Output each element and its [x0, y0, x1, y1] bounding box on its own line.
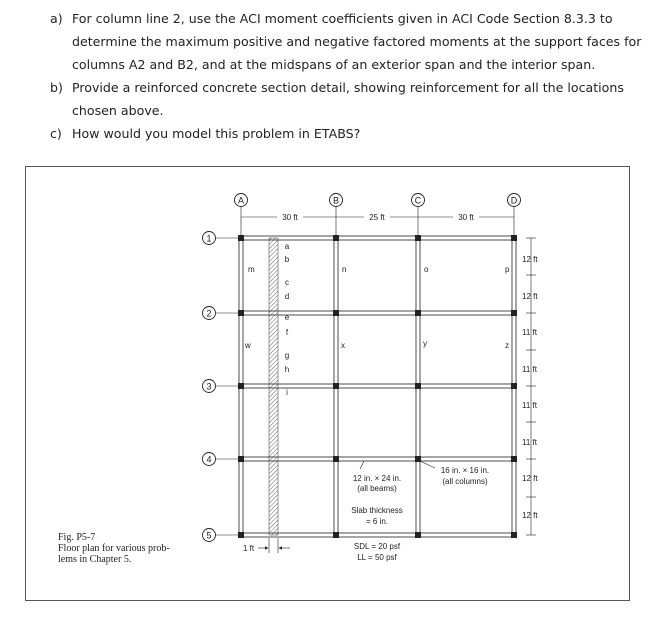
strip-letter-i: i	[286, 388, 288, 397]
beams-note-line: 12 in. × 24 in.	[352, 474, 402, 483]
column-d1	[511, 235, 517, 241]
point-label-x: x	[341, 341, 345, 350]
beams-note-line: (all beams)	[357, 484, 397, 493]
caption-line: Floor plan for various prob-	[58, 543, 170, 554]
span-dimensions	[241, 211, 514, 223]
beam-row-1	[241, 236, 514, 240]
column-d4	[511, 456, 517, 462]
beam-row-3	[241, 384, 514, 388]
column-label-d: D	[510, 195, 518, 206]
span-dim-bc: 25 ft	[369, 213, 385, 222]
question-c-label: c)	[50, 126, 62, 141]
strip-letter-g: g	[284, 351, 290, 360]
columns-note-line: (all columns)	[442, 477, 488, 486]
point-labels	[244, 265, 510, 350]
column-b3	[333, 383, 339, 389]
slab-note-line: Slab thickness	[351, 506, 403, 515]
column-c2	[415, 310, 421, 316]
bay-dim-3: 11 ft	[522, 328, 537, 337]
strip-letter-b: b	[284, 255, 290, 264]
strip-letter-a: a	[284, 242, 290, 251]
bay-dim-1: 12 ft	[522, 255, 538, 264]
bay-dim-5: 11 ft	[522, 401, 537, 410]
question-b-label: b)	[50, 80, 63, 95]
point-label-m: m	[248, 265, 255, 274]
strip-letter-e: e	[284, 313, 290, 322]
beams-note-leader	[360, 461, 364, 469]
strip-letters	[285, 242, 290, 397]
strip-letter-d: d	[284, 292, 290, 301]
beam-row-4	[241, 457, 514, 461]
row-line-bubbles	[203, 232, 242, 542]
row-label-5: 5	[206, 530, 212, 541]
question-c-line: How would you model this problem in ETABS?	[72, 126, 361, 141]
question-a-line: columns A2 and B2, and at the midspans of an exterior span and the interior span.	[72, 57, 596, 72]
column-d5	[511, 532, 517, 538]
bay-dim-4: 11 ft	[522, 365, 537, 374]
column-a4	[238, 456, 244, 462]
caption-line: lems in Chapter 5.	[58, 554, 132, 565]
loads-note-line: SDL = 20 psf	[353, 542, 401, 551]
point-label-n: n	[342, 265, 347, 274]
row-label-4: 4	[206, 454, 212, 465]
point-label-p: p	[505, 265, 510, 274]
strip-width-dimension	[243, 538, 290, 553]
question-a-label: a)	[50, 11, 63, 26]
question-a-line: For column line 2, use the ACI moment coefficients given in ACI Code Section 8.3.3 to	[72, 11, 613, 26]
row-label-1: 1	[206, 233, 212, 244]
span-dim-cd: 30 ft	[458, 213, 474, 222]
column-a2	[238, 310, 244, 316]
columns-note-leader	[420, 461, 435, 468]
question-b-line: Provide a reinforced concrete section detail, showing reinforcement for all the locations	[72, 80, 624, 95]
strip-letter-f: f	[285, 328, 289, 337]
question-a-line: determine the maximum positive and negative factored moments at the support faces for	[72, 34, 642, 49]
span-dim-ab: 30 ft	[282, 213, 298, 222]
column-label-b: B	[332, 195, 340, 206]
bay-dim-8: 12 ft	[522, 511, 538, 520]
bay-dim-2: 12 ft	[522, 292, 538, 301]
loads-note-line: LL = 50 psf	[357, 553, 397, 562]
column-a1	[238, 235, 244, 241]
column-d3	[511, 383, 517, 389]
column-b4	[333, 456, 339, 462]
caption-line: Fig. P5-7	[58, 532, 96, 543]
row-label-3: 3	[206, 381, 212, 392]
column-c5	[415, 532, 421, 538]
column-b5	[333, 532, 339, 538]
columns-note-line: 16 in. × 16 in.	[440, 466, 490, 475]
column-d2	[511, 310, 517, 316]
beam-row-2	[241, 311, 514, 315]
bay-dimensions	[522, 238, 538, 535]
bay-dim-6: 11 ft	[522, 438, 537, 447]
column-b2	[333, 310, 339, 316]
beam-row-5	[241, 533, 514, 537]
strip-letter-h: h	[284, 365, 290, 374]
bay-dim-7: 12 ft	[522, 474, 538, 483]
column-a5	[238, 532, 244, 538]
strip-letter-c: c	[285, 278, 289, 287]
point-label-o: o	[424, 265, 429, 274]
point-label-y: y	[423, 339, 427, 348]
row-label-2: 2	[206, 308, 212, 319]
strip-width-label: 1 ft	[243, 544, 255, 553]
question-b-line: chosen above.	[72, 103, 164, 118]
column-c1	[415, 235, 421, 241]
point-label-w: w	[245, 341, 251, 350]
slab-note-line: = 6 in.	[365, 517, 389, 526]
column-label-c: C	[414, 195, 422, 206]
column-a3	[238, 383, 244, 389]
column-b1	[333, 235, 339, 241]
point-label-z: z	[505, 341, 509, 350]
column-label-a: A	[237, 195, 245, 206]
column-c3	[415, 383, 421, 389]
hatched-strip	[269, 238, 278, 535]
